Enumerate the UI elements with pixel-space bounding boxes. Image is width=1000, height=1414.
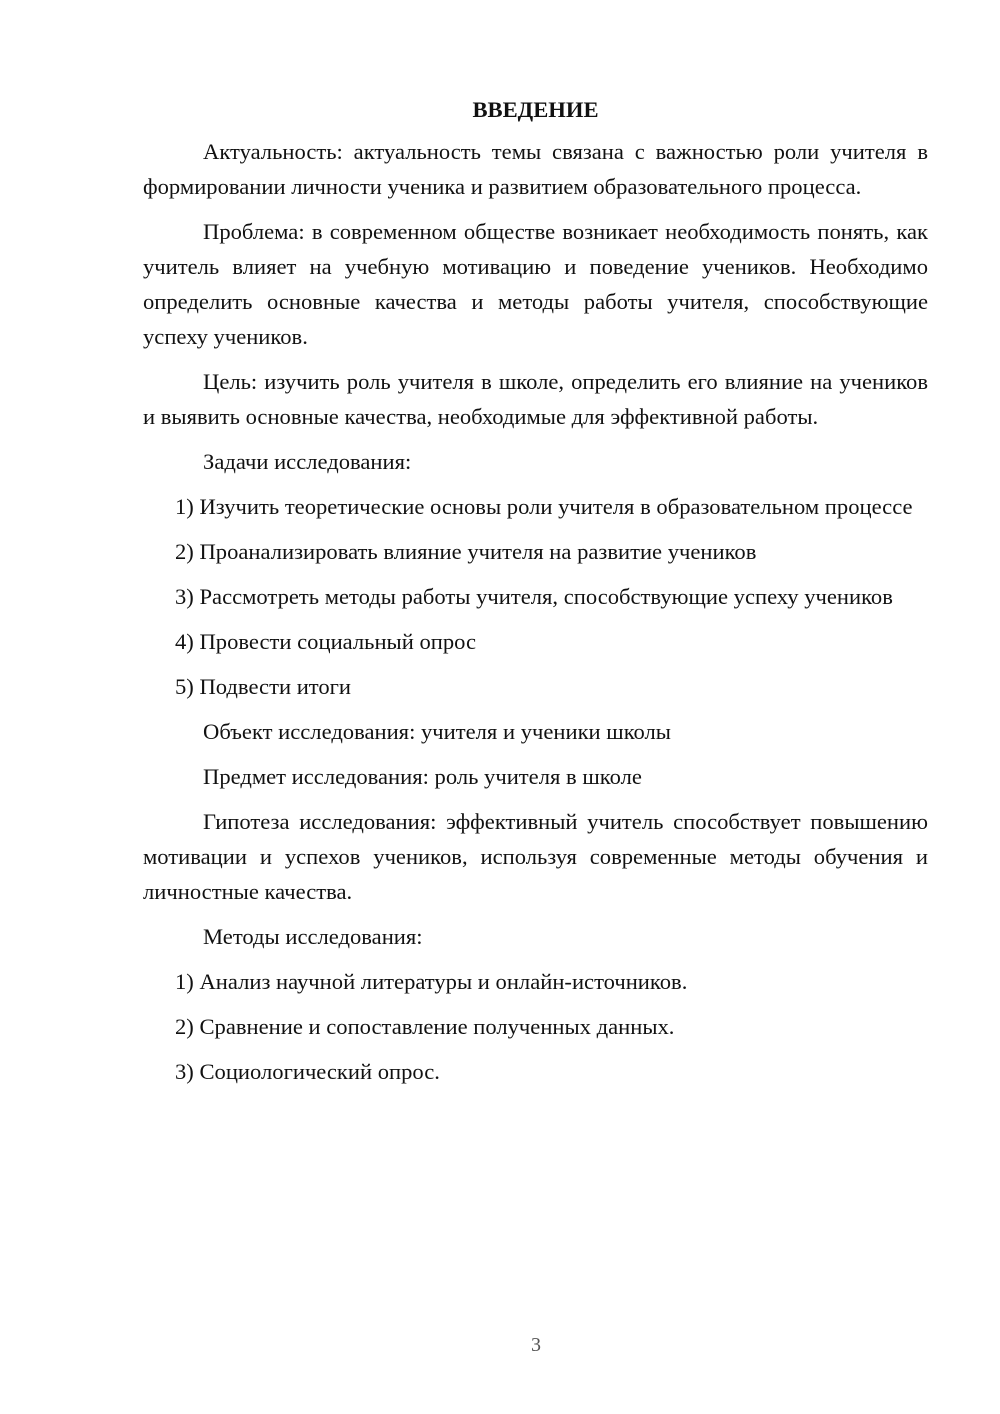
paragraph-relevance: Актуальность: актуальность темы связана с важностью роли учителя в формировании личности ученика и развитием образовательного процесса. — [143, 139, 928, 199]
research-subject: Предмет исследования: роль учителя в школе — [203, 764, 642, 789]
paragraph-problem: Проблема: в современном обществе возникает необходимость понять, как учитель влияет на учебную мотивацию и поведение учеников. Необходимо определить основные качества и методы работы учителя, способствующие успеху учеников. — [143, 219, 928, 349]
paragraph-goal: Цель: изучить роль учителя в школе, определить его влияние на учеников и выявить основные качества, необходимые для эффективной работы. — [143, 369, 928, 429]
task-item-4: 4) Провести социальный опрос — [175, 629, 477, 654]
section-heading: ВВЕДЕНИЕ — [472, 97, 599, 122]
task-item-1: 1) Изучить теоретические основы роли учителя в образовательном процессе — [175, 494, 913, 519]
task-item-5: 5) Подвести итоги — [175, 674, 352, 699]
task-item-2: 2) Проанализировать влияние учителя на развитие учеников — [175, 539, 757, 564]
methods-title: Методы исследования: — [203, 924, 423, 949]
method-item-3: 3) Социологический опрос. — [175, 1059, 440, 1084]
page-number: 3 — [531, 1334, 541, 1356]
method-item-2: 2) Сравнение и сопоставление полученных данных. — [175, 1014, 675, 1039]
research-object: Объект исследования: учителя и ученики школы — [203, 719, 671, 744]
task-item-3: 3) Рассмотреть методы работы учителя, способствующие успеху учеников — [175, 584, 893, 609]
paragraph-hypothesis: Гипотеза исследования: эффективный учитель способствует повышению мотивации и успехов учеников, используя современные методы обучения и личностные качества. — [143, 809, 928, 904]
tasks-title: Задачи исследования: — [203, 449, 412, 474]
method-item-1: 1) Анализ научной литературы и онлайн-источников. — [175, 969, 688, 994]
page-content — [143, 95, 928, 1099]
